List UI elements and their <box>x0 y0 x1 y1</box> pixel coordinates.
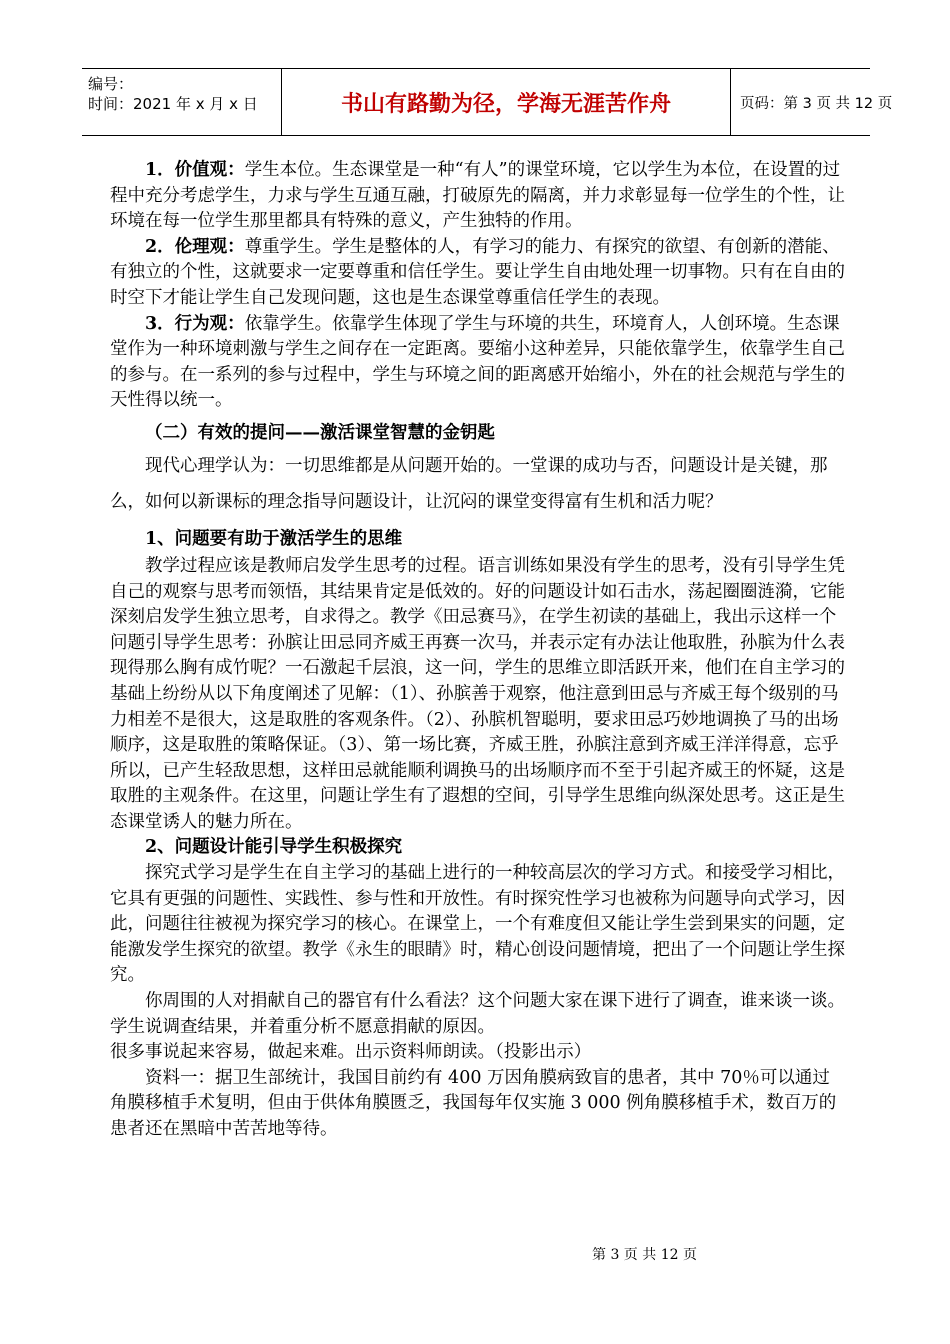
paragraph-inquiry: 探究式学习是学生在自主学习的基础上进行的一种较高层次的学习方式。和接受学习相比，它具有更强的问题性、实践性、参与性和开放性。有时探究性学习也被称为问题导向式学习，因此，问题往往被视为探究学习的核心。在课堂上，一个有难度但又能让学生尝到果实的问题，定能激发学生探究的欲望。教学《永生的眼睛》时，精心创设问题情境，把出了一个问题让学生探究。 <box>110 863 845 986</box>
paragraph-text: 尊重学生。学生是整体的人，有学习的能力、有探究的欲望、有创新的潜能、有独立的个性，这就要求一定要尊重和信任学生。要让学生自由地处理一切事物。只有在自由的时空下才能让学生自己发现问题，这也是生态课堂尊重信任学生的表现。 <box>110 236 845 308</box>
paragraph-behavior-view <box>110 312 845 414</box>
header-meta <box>82 69 281 135</box>
subsection-heading: 2、问题设计能引导学生积极探究 <box>145 837 403 858</box>
time-label: 时间：2021 年 x 月 x 日 <box>88 95 258 113</box>
paragraph-ethics-view <box>110 235 845 312</box>
document-body <box>110 158 845 1143</box>
number-label: 编号： <box>88 75 134 93</box>
paragraph-lead: 1．价值观： <box>145 160 245 180</box>
paragraph-value-view <box>110 158 845 235</box>
paragraph-note: 很多事说起来容易，做起来难。出示资料师朗读。（投影出示） <box>110 1042 592 1063</box>
page-header <box>82 68 893 136</box>
paragraph-lead: 3．行为观： <box>145 313 245 334</box>
section-heading: （二）有效的提问——激活课堂智慧的金钥匙 <box>145 422 495 443</box>
paragraph-question: 你周围的人对捐献自己的器官有什么看法？这个问题大家在课下进行了调查，谁来谈一谈。学生说调查结果，并着重分析不愿意捐献的原因。 <box>110 991 845 1037</box>
paragraph-intro: 现代心理学认为：一切思维都是从问题开始的。一堂课的成功与否，问题设计是关键，那么，如何以新课标的理念指导问题设计，让沉闷的课堂变得富有生机和活力呢？ <box>110 455 828 512</box>
header-page-info: 页码：第 3 页 共 12 页 <box>740 95 893 112</box>
subsection-heading: 1、问题要有助于激活学生的思维 <box>145 528 403 549</box>
paragraph-text: 学生本位。生态课堂是一种“有人”的课堂环境，它以学生为本位，在设置的过程中充分考虑学生，力求与学生互通互融，打破原先的隔离，并力求彰显每一位学生的个性，让环境在每一位学生那里都具有特殊的意义，产生独特的作用。 <box>110 160 845 232</box>
header-motto: 书山有路勤为径，学海无涯苦作舟 <box>281 69 731 135</box>
paragraph-material: 资料一：据卫生部统计，我国目前约有 400 万因角膜病致盲的患者，其中 70％可以通过角膜移植手术复明，但由于供体角膜匮乏，我国每年仅实施 3 000 例角膜移植手术，数百万的患者还在黑暗中苦苦地等待。 <box>110 1067 837 1139</box>
paragraph-thinking: 教学过程应该是教师启发学生思考的过程。语言训练如果没有学生的思考，没有引导学生凭自己的观察与思考而领悟，其结果肯定是低效的。好的问题设计如石击水，荡起圈圈涟漪，它能深刻启发学生独立思考，自求得之。教学《田忌赛马》，在学生初读的基础上，我出示这样一个问题引导学生思考：孙膑让田忌同齐威王再赛一次马，并表示定有办法让他取胜，孙膑为什么表现得那么胸有成竹呢？一石激起千层浪，这一问，学生的思维立即活跃开来，他们在自主学习的基础上纷纷从以下角度阐述了见解：（1）、孙膑善于观察，他注意到田忌与齐威王每个级别的马力相差不是很大，这是取胜的客观条件。（2）、孙膑机智聪明，要求田忌巧妙地调换了马的出场顺序，这是取胜的策略保证。（3）、第一场比赛，齐威王胜，孙膑注意到齐威王洋洋得意，忘乎所以，已产生轻敌思想，这样田忌就能顺利调换马的出场顺序而不至于引起齐威王的怀疑，这是取胜的主观条件。在这里，问题让学生有了遐想的空间，引导学生思维向纵深处思考。这正是生态课堂诱人的魅力所在。 <box>110 555 845 832</box>
paragraph-text: 依靠学生。依靠学生体现了学生与环境的共生，环境育人，人创环境。生态课堂作为一种环境刺激与学生之间存在一定距离。要缩小这种差异，只能依靠学生，依靠学生自己的参与。在一系列的参与过程中，学生与环境之间的距离感开始缩小，外在的社会规范与学生的天性得以统一。 <box>110 313 845 411</box>
page-footer: 第 3 页 共 12 页 <box>592 1247 697 1263</box>
paragraph-lead: 2．伦理观： <box>145 236 245 257</box>
